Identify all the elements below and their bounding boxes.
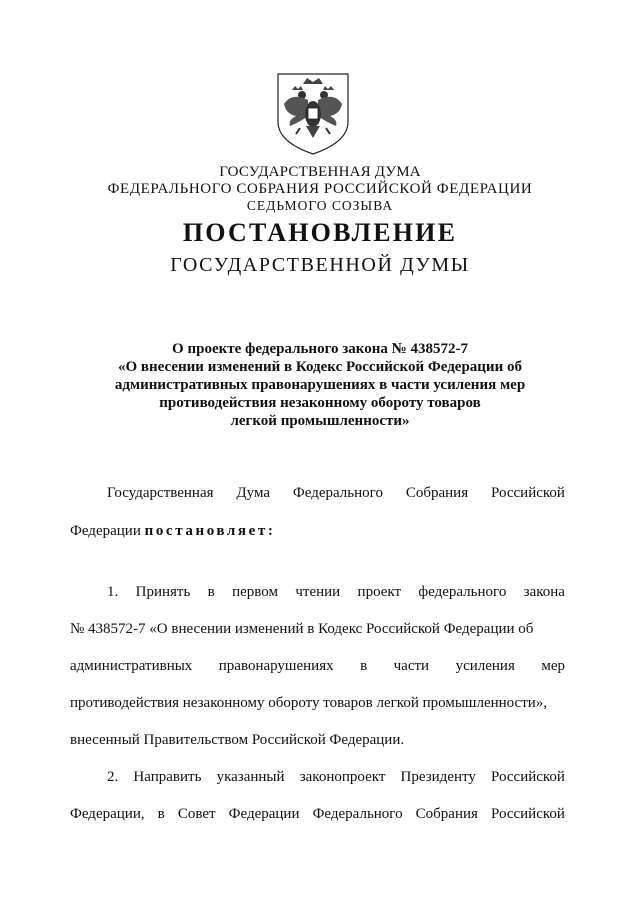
- org-name-line-2: ФЕДЕРАЛЬНОГО СОБРАНИЯ РОССИЙСКОЙ ФЕДЕРАЦИИ: [107, 181, 533, 197]
- word: правонарушениях: [218, 658, 334, 674]
- word: Дума: [236, 485, 271, 501]
- subject-line: О проекте федерального закона № 438572-7: [172, 341, 468, 357]
- item-2-line-2: [70, 806, 565, 823]
- word: части: [393, 658, 430, 674]
- word: указанный: [216, 769, 285, 785]
- word: Федерального: [312, 806, 403, 822]
- word: законопроект: [299, 769, 386, 785]
- subject-line: «О внесении изменений в Кодекс Российской Федерации об: [118, 359, 522, 375]
- coat-of-arms-emblem: [272, 70, 354, 156]
- preamble-subject: Федерации: [70, 523, 141, 539]
- subject-line: легкой промышленности»: [230, 413, 410, 429]
- word: в: [360, 658, 368, 674]
- item-1-line-1: [107, 584, 565, 601]
- word: Российской: [491, 485, 565, 501]
- word: Российской: [491, 806, 565, 822]
- item-1-line-2: № 438572-7 «О внесении изменений в Кодекс Российской Федерации об: [70, 621, 534, 637]
- word: чтении: [295, 584, 341, 600]
- org-name-line-1: ГОСУДАРСТВЕННАЯ ДУМА: [219, 164, 421, 180]
- preamble-line-1: [107, 485, 565, 502]
- word: Федерального: [292, 485, 383, 501]
- word: в: [157, 806, 165, 822]
- word: Совет: [177, 806, 216, 822]
- subject-line: противодействия незаконному обороту товаров: [159, 395, 481, 411]
- word: усиления: [455, 658, 515, 674]
- word: Федерации: [228, 806, 300, 822]
- word: Государственная: [107, 485, 214, 501]
- word: закона: [523, 584, 565, 600]
- word: Собрания: [405, 485, 469, 501]
- word: проект: [357, 584, 402, 600]
- convocation-line: СЕДЬМОГО СОЗЫВА: [246, 198, 394, 213]
- word: Российской: [491, 769, 565, 785]
- item-1-line-3: [70, 658, 565, 675]
- document-type-title: ПОСТАНОВЛЕНИЕ: [182, 218, 458, 247]
- item-1-line-4: противодействия незаконному обороту товаров легкой промышленности»,: [70, 695, 548, 711]
- word: в: [207, 584, 215, 600]
- word: Принять: [135, 584, 191, 600]
- subject-line: административных правонарушениях в части усиления мер: [114, 377, 526, 393]
- word: административных: [70, 658, 193, 674]
- document-issuer-title: ГОСУДАРСТВЕННОЙ ДУМЫ: [170, 254, 470, 276]
- word: 1.: [107, 584, 119, 600]
- word: первом: [232, 584, 278, 600]
- word: мер: [541, 658, 565, 674]
- word: Направить: [133, 769, 202, 785]
- word: Президенту: [400, 769, 476, 785]
- word: Федерации,: [70, 806, 145, 822]
- item-2-line-1: [107, 769, 565, 786]
- preamble-line-2: [70, 523, 565, 540]
- item-1-line-5: внесенный Правительством Российской Федерации.: [70, 732, 405, 748]
- word: 2.: [107, 769, 119, 785]
- word: федерального: [418, 584, 507, 600]
- word: Собрания: [415, 806, 478, 822]
- preamble-verb: постановляет:: [144, 523, 276, 539]
